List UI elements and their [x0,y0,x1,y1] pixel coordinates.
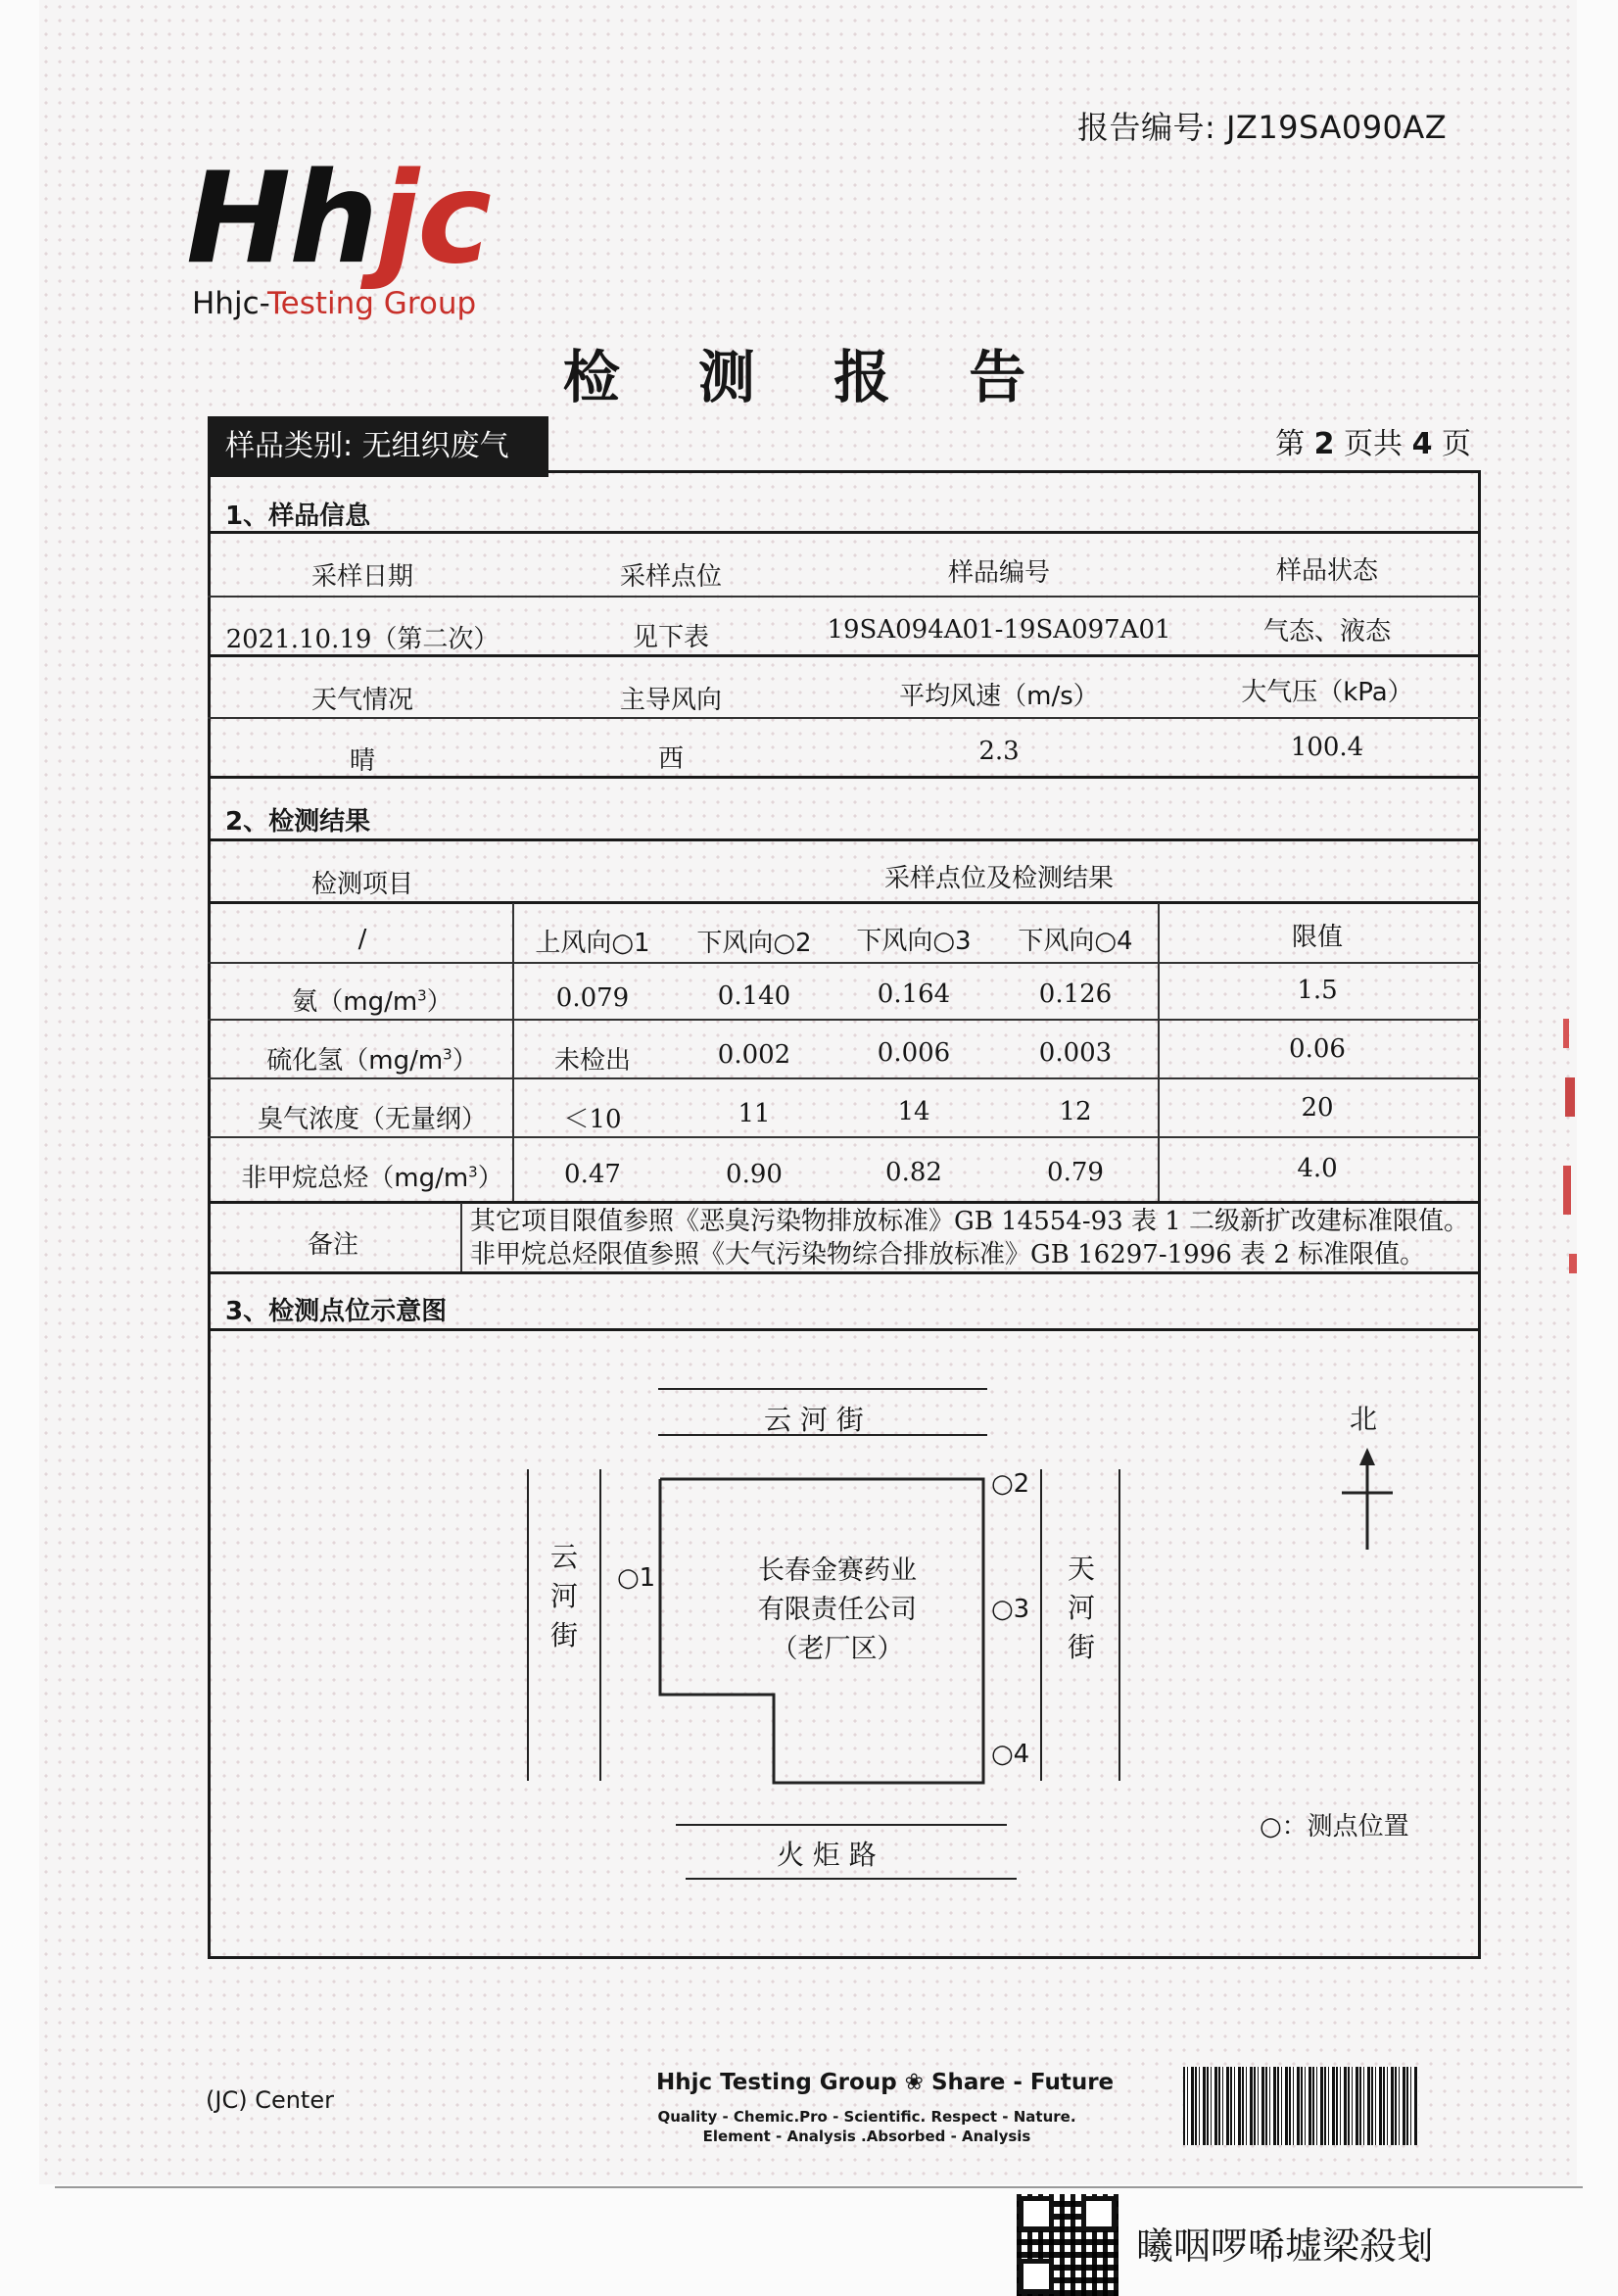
column-divider [512,903,514,1201]
table-cell: 0.079 [555,983,630,1013]
table-header: 平均风速（m/s） [899,682,1099,711]
street-line [599,1469,601,1781]
column-header: 下风向○2 [696,929,812,958]
footer-tagline: Quality - Chemic.Pro - Scientific. Respect - Nature. Element - Analysis .Absorbed - Analysis [657,2108,1076,2145]
table-cell: 见下表 [632,623,709,652]
column-header: 下风向○4 [1018,927,1133,956]
table-cell: 西 [657,744,684,774]
column-divider [460,1203,462,1271]
company-logo: Hhjc [186,146,490,292]
bottom-rule [55,2186,1583,2188]
table-header: 天气情况 [310,686,413,715]
table-header: 采样点位 [619,562,722,592]
column-divider [1158,903,1160,1201]
table-cell: 12 [1059,1097,1092,1126]
table-cell: 0.006 [877,1038,951,1068]
table-cell: 未检出 [553,1046,631,1076]
north-label: 北 [1350,1403,1378,1435]
qr-finder [1081,2196,1117,2231]
street-line [676,1824,1007,1826]
table-cell: 1.5 [1297,976,1338,1005]
divider [208,901,1481,904]
table-cell: 20 [1301,1093,1334,1123]
column-header: 限值 [1291,923,1343,952]
column-header: 下风向○3 [856,927,972,956]
street-label-top: 云 河 街 [764,1404,864,1436]
qr-finder [1019,2259,1054,2294]
table-row-label: 氨$(mg/m^3)$ [292,986,452,1017]
table-header: 大气压（kPa） [1241,678,1413,707]
table-cell: 0.90 [726,1160,783,1189]
divider [208,1271,1481,1274]
divider [208,838,1481,841]
table-cell: 11 [738,1099,771,1128]
sampling-point-2: ○2 [991,1469,1030,1499]
table-cell: 19SA094A01-19SA097A01 [827,615,1171,645]
table-cell: 100.4 [1290,733,1364,762]
table-cell: 4.0 [1297,1154,1338,1183]
divider [208,1328,1481,1331]
barcode [1183,2067,1418,2145]
table-header: 采样日期 [310,562,413,592]
table-header: 样品编号 [947,558,1050,588]
table-cell: 晴 [349,746,375,776]
table-cell: ＜10 [563,1105,622,1134]
section-1-title: 1、样品信息 [225,502,371,531]
remark-label: 备注 [307,1230,358,1260]
red-stamp-edge [1561,1019,1581,1273]
street-line [658,1388,987,1390]
sampling-point-1: ○1 [617,1563,656,1593]
table-cell: 2021.10.19（第二次） [225,625,500,654]
table-header: 主导风向 [619,686,722,715]
sample-category-tab: 样品类别: 无组织废气 [208,416,548,477]
company-name: 长春金赛药业 有限责任公司 （老厂区） [758,1555,917,1664]
street-label-right: 天 河 街 [1067,1553,1095,1663]
qr-finder [1019,2196,1054,2231]
table-cell: 2.3 [978,737,1020,766]
table-cell: 0.140 [717,981,791,1011]
sampling-point-4: ○4 [991,1740,1030,1769]
footer-brand: Hhjc Testing Group ❀ Share - Future [656,2070,1115,2095]
divider [208,596,1481,598]
table-cell: 0.002 [717,1040,791,1070]
table-cell: 0.003 [1038,1038,1113,1068]
footer-center: (JC) Center [206,2086,334,2114]
table-header: 样品状态 [1275,556,1378,586]
section-2-title: 2、检测结果 [225,807,371,837]
document-title: 检 测 报 告 [562,344,1056,410]
column-header: / [357,925,367,954]
remark-line: 非甲烷总烃限值参照《大气污染物综合排放标准》GB 16297-1996 表 2 标准限值。 [470,1240,1426,1269]
remark-line: 其它项目限值参照《恶臭污染物排放标准》GB 14554-93 表 1 二级新扩改建标准限值。 [470,1207,1470,1236]
table-header: 检测项目 [310,870,413,899]
table-cell: 14 [897,1097,930,1126]
legend: ○：测点位置 [1260,1812,1409,1842]
street-line [1040,1469,1042,1781]
column-header: 上风向○1 [535,929,650,958]
sampling-point-3: ○3 [991,1595,1030,1624]
street-line [1118,1469,1120,1781]
table-cell: 0.06 [1289,1034,1346,1064]
section-3-title: 3、检测点位示意图 [225,1297,448,1326]
divider [208,717,1481,719]
table-header: 采样点位及检测结果 [883,864,1114,893]
table-cell: 0.79 [1047,1158,1104,1187]
qr-code [1017,2194,1118,2296]
street-line [686,1878,1017,1880]
table-cell: 气态、液态 [1262,617,1391,646]
table-cell: 0.47 [564,1160,621,1189]
report-number: 报告编号: JZ19SA090AZ [1077,109,1448,146]
north-arrow-icon [1338,1448,1397,1552]
table-cell: 0.82 [885,1158,942,1187]
divider [208,1077,1481,1079]
street-label-left: 云 河 街 [549,1541,578,1651]
divider [208,531,1481,534]
table-cell: 0.164 [877,980,951,1009]
table-row-label: 非甲烷总烃$(mg/m^3)$ [241,1163,503,1193]
street-label-bottom: 火 炬 路 [777,1839,877,1871]
table-row-label: 硫化氢$(mg/m^3)$ [266,1045,478,1076]
bottom-garbled-text: 曦咽啰唏墟梁殺刬 [1136,2224,1435,2268]
logo-subtitle: Hhjc-Testing Group [192,286,477,321]
divider [208,1019,1481,1021]
divider [208,1136,1481,1138]
street-line [527,1469,529,1781]
table-cell: 0.126 [1038,980,1113,1009]
divider [208,962,1481,964]
table-row-label: 臭气浓度（无量纲） [257,1105,487,1134]
page-number: 第 2 页共 4 页 [1275,427,1471,461]
